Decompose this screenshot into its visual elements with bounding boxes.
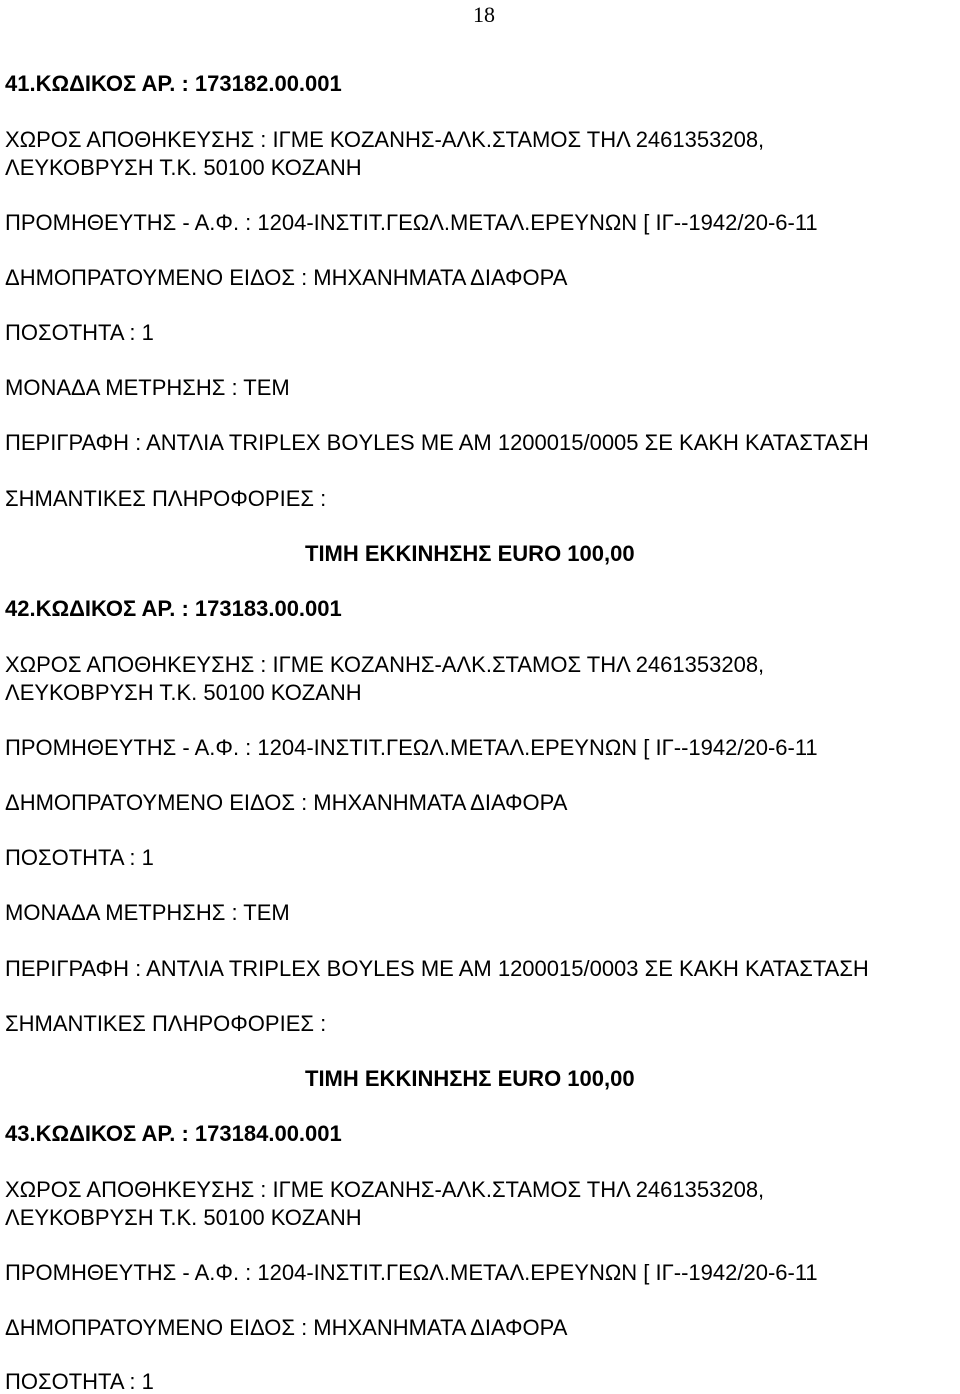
description: ΠΕΡΙΓΡΑΦΗ : ΑΝΤΛΙΑ TRIPLEX BOYLES ΜΕ ΑΜ 1200015/0005 ΣΕ ΚΑΚΗ ΚΑΤΑΣΤΑΣΗ xyxy=(5,430,869,455)
description: ΠΕΡΙΓΡΑΦΗ : ΑΝΤΛΙΑ TRIPLEX BOYLES ΜΕ ΑΜ 1200015/0003 ΣΕ ΚΑΚΗ ΚΑΤΑΣΤΑΣΗ xyxy=(5,956,869,981)
quantity: ΠΟΣΟΤΗΤΑ : 1 xyxy=(5,320,154,345)
quantity: ΠΟΣΟΤΗΤΑ : 1 xyxy=(5,845,154,870)
item-type: ΔΗΜΟΠΡΑΤΟΥΜΕΝΟ ΕΙΔΟΣ : ΜΗΧΑΝΗΜΑΤΑ ΔΙΑΦΟΡΑ xyxy=(5,1315,568,1340)
storage-location: ΧΩΡΟΣ ΑΠΟΘΗΚΕΥΣΗΣ : ΙΓΜΕ ΚΟΖΑΝΗΣ-ΑΛΚ.ΣΤΑΜΟΣ ΤΗΛ 2461353208, xyxy=(5,652,765,677)
item-type: ΔΗΜΟΠΡΑΤΟΥΜΕΝΟ ΕΙΔΟΣ : ΜΗΧΑΝΗΜΑΤΑ ΔΙΑΦΟΡΑ xyxy=(5,790,568,815)
storage-location-cont: ΛΕΥΚΟΒΡΥΣΗ Τ.Κ. 50100 ΚΟΖΑΝΗ xyxy=(5,680,362,705)
supplier: ΠΡΟΜΗΘΕΥΤΗΣ - Α.Φ. : 1204-ΙΝΣΤΙΤ.ΓΕΩΛ.ΜΕΤΑΛ.ΕΡΕΥΝΩΝ [ ΙΓ--1942/20-6-11 xyxy=(5,210,818,235)
storage-location-cont: ΛΕΥΚΟΒΡΥΣΗ Τ.Κ. 50100 ΚΟΖΑΝΗ xyxy=(5,155,362,180)
quantity: ΠΟΣΟΤΗΤΑ : 1 xyxy=(5,1369,154,1394)
storage-location: ΧΩΡΟΣ ΑΠΟΘΗΚΕΥΣΗΣ : ΙΓΜΕ ΚΟΖΑΝΗΣ-ΑΛΚ.ΣΤΑΜΟΣ ΤΗΛ 2461353208, xyxy=(5,127,765,152)
item-code: 42.ΚΩΔΙΚΟΣ ΑΡ. : 173183.00.001 xyxy=(5,596,342,621)
starting-price: ΤΙΜΗ ΕΚΚΙΝΗΣΗΣ EURO 100,00 xyxy=(305,1066,635,1091)
important-notes: ΣΗΜΑΝΤΙΚΕΣ ΠΛΗΡΟΦΟΡΙΕΣ : xyxy=(5,1011,327,1036)
important-notes: ΣΗΜΑΝΤΙΚΕΣ ΠΛΗΡΟΦΟΡΙΕΣ : xyxy=(5,486,327,511)
item-code: 43.ΚΩΔΙΚΟΣ ΑΡ. : 173184.00.001 xyxy=(5,1121,342,1146)
unit-of-measure: ΜΟΝΑΔΑ ΜΕΤΡΗΣΗΣ : ΤΕΜ xyxy=(5,375,290,400)
starting-price: ΤΙΜΗ ΕΚΚΙΝΗΣΗΣ EURO 100,00 xyxy=(305,541,635,566)
supplier: ΠΡΟΜΗΘΕΥΤΗΣ - Α.Φ. : 1204-ΙΝΣΤΙΤ.ΓΕΩΛ.ΜΕΤΑΛ.ΕΡΕΥΝΩΝ [ ΙΓ--1942/20-6-11 xyxy=(5,735,818,760)
storage-location: ΧΩΡΟΣ ΑΠΟΘΗΚΕΥΣΗΣ : ΙΓΜΕ ΚΟΖΑΝΗΣ-ΑΛΚ.ΣΤΑΜΟΣ ΤΗΛ 2461353208, xyxy=(5,1177,765,1202)
storage-location-cont: ΛΕΥΚΟΒΡΥΣΗ Τ.Κ. 50100 ΚΟΖΑΝΗ xyxy=(5,1205,362,1230)
page-number: 18 xyxy=(473,2,495,27)
unit-of-measure: ΜΟΝΑΔΑ ΜΕΤΡΗΣΗΣ : ΤΕΜ xyxy=(5,900,290,925)
supplier: ΠΡΟΜΗΘΕΥΤΗΣ - Α.Φ. : 1204-ΙΝΣΤΙΤ.ΓΕΩΛ.ΜΕΤΑΛ.ΕΡΕΥΝΩΝ [ ΙΓ--1942/20-6-11 xyxy=(5,1260,818,1285)
item-code: 41.ΚΩΔΙΚΟΣ ΑΡ. : 173182.00.001 xyxy=(5,71,342,96)
item-type: ΔΗΜΟΠΡΑΤΟΥΜΕΝΟ ΕΙΔΟΣ : ΜΗΧΑΝΗΜΑΤΑ ΔΙΑΦΟΡΑ xyxy=(5,265,568,290)
